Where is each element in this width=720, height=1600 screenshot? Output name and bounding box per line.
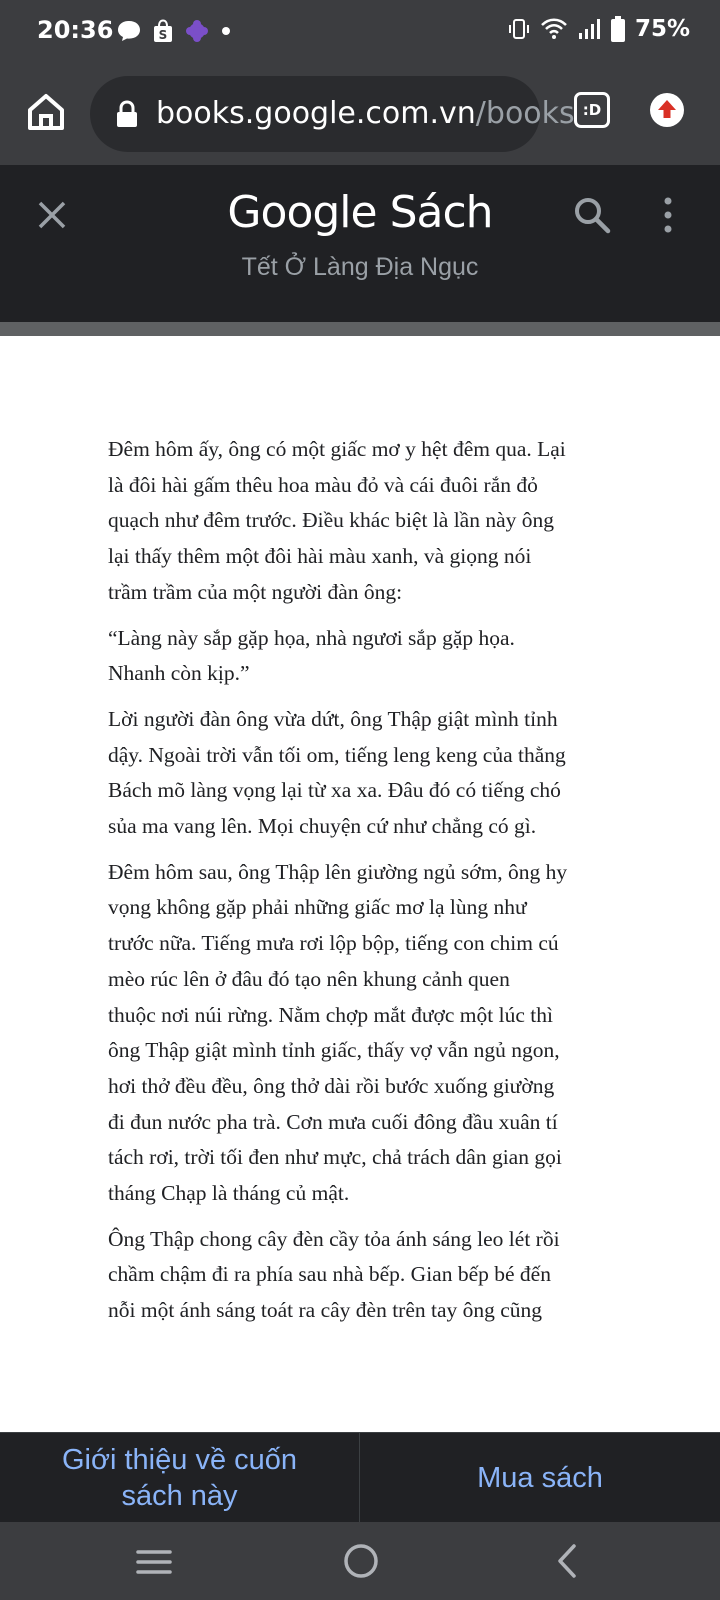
back-button[interactable] [548,1540,588,1582]
book-line: tháng Chạp là tháng củ mật. [108,1181,350,1206]
book-line: Bách mõ làng vọng lại từ xa xa. Đâu đó có tiếng chó [108,778,561,803]
book-line: Nhanh còn kịp.” [108,661,250,686]
battery-level: 75% [634,16,690,42]
shopee-bag-icon [152,19,174,43]
tab-switcher-button[interactable]: :D [574,92,610,128]
lock-icon [116,100,138,128]
book-paragraph [108,621,628,692]
book-line: “Làng này sắp gặp họa, nhà ngươi sắp gặp họa. [108,625,515,650]
more-options-button[interactable] [660,195,676,235]
lotus-icon [184,19,210,43]
book-line: vọng không gặp phải những giấc mơ lạ lùng như [108,895,527,920]
book-line: trầm trầm của một người đàn ông: [108,579,403,604]
url-path: /books [475,96,575,131]
logo-sach: Sách [389,187,493,238]
book-line: mèo rúc lên ở đâu đó tạo nên khung cảnh quen [108,966,510,991]
system-status [507,16,690,42]
book-line: nỗi một ánh sáng toát ra cây đèn trên tay ông cũng [108,1298,543,1323]
book-line: lại thấy thêm một đôi hài màu xanh, và giọng nói [108,544,532,569]
nav-home-button[interactable] [340,1540,382,1582]
back-chevron-icon [548,1540,588,1582]
more-vert-icon [660,195,676,235]
book-line: Lời người đàn ông vừa dứt, ông Thập giật mình tỉnh [108,706,558,731]
buy-book-button[interactable]: Mua sách [477,1461,603,1494]
book-line: chầm chậm đi ra phía sau nhà bếp. Gian bếp bé đến [108,1262,551,1287]
book-title: Tết Ở Làng Địa Ngục [241,253,479,281]
notification-icons [116,18,232,44]
book-line: dậy. Ngoài trời vẫn tối om, tiếng leng keng của thằng [108,742,566,767]
book-line: hơi thở đều đều, ông thở dài rồi bước xuống giường [108,1073,555,1098]
book-line: là đôi hài gấm thêu hoa màu đỏ và cái đuôi rắn đỏ [108,472,538,497]
logo-google: Google [227,187,377,238]
book-line: quạch như đêm trước. Điều khác biệt là lần này ông [108,508,555,533]
book-paragraph [108,1222,628,1329]
book-paragraph [108,432,628,611]
url-domain: books.google.com.vn [156,96,476,131]
book-line: trước nữa. Tiếng mưa rơi lộp bộp, tiếng con chim cú [108,931,559,956]
status-bar [0,0,720,62]
about-label-line-2: sách này [121,1480,238,1512]
header-divider [0,322,720,336]
book-line: sủa ma vang lên. Mọi chuyện cứ như chẳng có gì. [108,814,537,839]
book-line: ông Thập giật mình tỉnh giấc, thấy vợ vẫn ngủ ngon, [108,1038,560,1063]
vibrate-icon [507,17,531,41]
action-bar [0,1432,720,1522]
home-button[interactable] [22,88,70,136]
status-time: 20:36 [37,16,114,44]
circle-home-icon [340,1540,382,1582]
book-reader[interactable] [0,336,720,1432]
about-book-button[interactable] [0,1433,359,1523]
signal-icon [577,17,601,41]
url-text [156,96,575,131]
home-icon [22,88,70,136]
book-line: Đêm hôm ấy, ông có một giấc mơ y hệt đêm qua. Lại [108,437,566,461]
arrow-up-icon [650,93,684,127]
search-icon [572,195,612,235]
book-text [108,432,628,1339]
book-line: Đêm hôm sau, ông Thập lên giường ngủ sớm, ông hy [108,859,568,884]
book-line: đi đun nước pha trà. Cơn mưa cuối đông đầu xuân tí [108,1109,558,1134]
svg-text:S: S [158,28,168,42]
book-line: thuộc nơi núi rừng. Nằm chợp mắt được một lúc thì [108,1002,553,1027]
address-bar[interactable] [90,76,575,152]
recents-button[interactable] [134,1542,174,1582]
dot-icon [220,19,232,43]
update-button[interactable] [650,93,684,127]
book-paragraph [108,702,628,845]
battery-icon [611,16,625,42]
chat-bubble-icon [116,19,142,43]
browser-toolbar [0,62,720,165]
google-books-logo [0,187,720,238]
book-line: Ông Thập chong cây đèn cầy tỏa ánh sáng leo lét rồi [108,1226,560,1251]
system-nav-bar [0,1522,720,1600]
book-line: tách rơi, trời tối đen như mực, chả trách dân gian gọi [108,1145,562,1170]
wifi-icon [541,17,567,41]
books-header [0,165,720,322]
about-book-label [62,1442,297,1514]
about-label-line-1: Giới thiệu về cuốn [61,1444,298,1476]
book-paragraph [108,855,628,1212]
search-button[interactable] [572,195,612,235]
recents-icon [134,1542,174,1582]
